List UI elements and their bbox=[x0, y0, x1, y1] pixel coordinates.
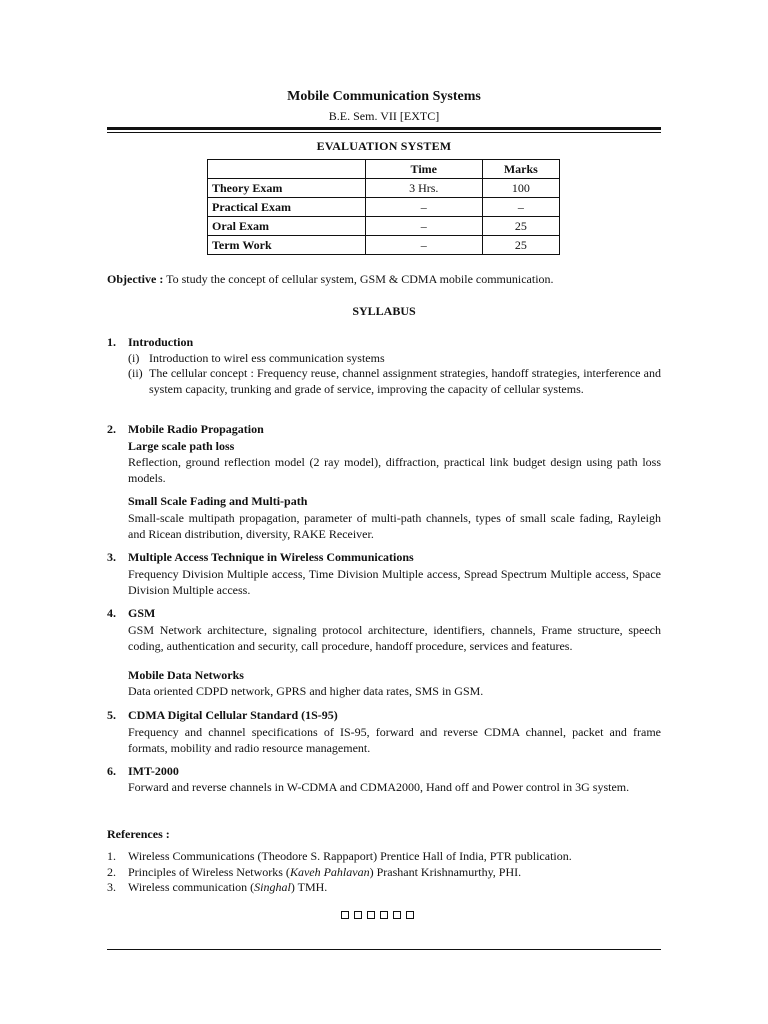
row-time: – bbox=[365, 236, 482, 255]
row-name: Theory Exam bbox=[208, 179, 366, 198]
references-heading: References : bbox=[107, 827, 170, 841]
objective-label: Objective : bbox=[107, 272, 164, 286]
subsection-title: Large scale path loss bbox=[128, 439, 235, 453]
section-paragraph: GSM Network architecture, signaling protocol architecture, identifiers, channels, Frame structure, speech coding, authentication and security, call procedure, handoff procedure, services and features. bbox=[128, 623, 661, 653]
evaluation-heading: EVALUATION SYSTEM bbox=[316, 139, 452, 153]
subsection-title: Small Scale Fading and Multi-path bbox=[128, 494, 308, 508]
table-header-marks: Marks bbox=[482, 160, 559, 179]
subsection-title: Mobile Data Networks bbox=[128, 668, 244, 682]
section-5-heading bbox=[107, 708, 661, 724]
syllabus-heading: SYLLABUS bbox=[352, 304, 416, 318]
reference-number: 2. bbox=[107, 865, 116, 879]
table-row bbox=[208, 179, 560, 198]
row-time: – bbox=[365, 198, 482, 217]
section-paragraph: Forward and reverse channels in W-CDMA and CDMA2000, Hand off and Power control in 3G system. bbox=[128, 780, 630, 794]
item-number: (i) bbox=[128, 351, 140, 365]
reference-author-italic: Singhal bbox=[254, 880, 291, 894]
document-subtitle: B.E. Sem. VII [EXTC] bbox=[328, 109, 440, 123]
reference-item bbox=[107, 849, 667, 865]
table-row bbox=[208, 236, 560, 255]
reference-item bbox=[107, 880, 667, 896]
section-number: 1. bbox=[107, 335, 116, 349]
section-title: CDMA Digital Cellular Standard (1S-95) bbox=[128, 708, 338, 722]
section-1-heading bbox=[107, 335, 661, 351]
reference-number: 1. bbox=[107, 849, 116, 863]
item-text: Introduction to wirel ess communication systems bbox=[149, 351, 385, 365]
section-number: 3. bbox=[107, 550, 116, 564]
square-icon bbox=[367, 911, 375, 919]
list-item bbox=[128, 351, 661, 367]
reference-item bbox=[107, 865, 667, 881]
table-header-cell bbox=[208, 160, 366, 179]
header-rule-thick bbox=[107, 127, 661, 130]
row-time: 3 Hrs. bbox=[365, 179, 482, 198]
table-row bbox=[208, 198, 560, 217]
square-icon bbox=[341, 911, 349, 919]
square-icon bbox=[354, 911, 362, 919]
section-number: 6. bbox=[107, 764, 116, 778]
row-name: Oral Exam bbox=[208, 217, 366, 236]
table-header-time: Time bbox=[365, 160, 482, 179]
footer-rule bbox=[107, 949, 661, 950]
row-marks: – bbox=[482, 198, 559, 217]
section-number: 5. bbox=[107, 708, 116, 722]
square-icon bbox=[393, 911, 401, 919]
section-title: Multiple Access Technique in Wireless Communications bbox=[128, 550, 414, 564]
reference-text-pre: Principles of Wireless Networks ( bbox=[128, 865, 290, 879]
section-title: Mobile Radio Propagation bbox=[128, 422, 264, 436]
square-icon bbox=[380, 911, 388, 919]
row-marks: 25 bbox=[482, 236, 559, 255]
reference-text-pre: Wireless communication ( bbox=[128, 880, 255, 894]
section-3-heading bbox=[107, 550, 661, 566]
row-marks: 100 bbox=[482, 179, 559, 198]
row-name: Term Work bbox=[208, 236, 366, 255]
end-marker bbox=[341, 911, 414, 919]
square-icon bbox=[406, 911, 414, 919]
reference-number: 3. bbox=[107, 880, 116, 894]
evaluation-table bbox=[207, 159, 560, 255]
section-2-heading bbox=[107, 422, 661, 438]
section-title: IMT-2000 bbox=[128, 764, 179, 778]
document-title: Mobile Communication Systems bbox=[287, 89, 481, 104]
section-title: GSM bbox=[128, 606, 156, 620]
section-paragraph: Frequency and channel specifications of IS-95, forward and reverse CDMA channel, packet and frame formats, mobility and radio resource management. bbox=[128, 725, 661, 755]
objective bbox=[107, 272, 667, 287]
section-6-heading bbox=[107, 764, 661, 780]
table-header-row bbox=[208, 160, 560, 179]
row-time: – bbox=[365, 217, 482, 236]
row-marks: 25 bbox=[482, 217, 559, 236]
row-name: Practical Exam bbox=[208, 198, 366, 217]
reference-text bbox=[128, 865, 658, 881]
item-number: (ii) bbox=[128, 366, 143, 380]
section-paragraph: Data oriented CDPD network, GPRS and higher data rates, SMS in GSM. bbox=[128, 684, 484, 698]
section-number: 4. bbox=[107, 606, 116, 620]
reference-text-post: ) TMH. bbox=[290, 880, 328, 894]
reference-text bbox=[128, 880, 658, 896]
header-rule-thin bbox=[107, 132, 661, 133]
section-title: Introduction bbox=[128, 335, 194, 349]
table-row bbox=[208, 217, 560, 236]
section-paragraph: Frequency Division Multiple access, Time Division Multiple access, Spread Spectrum Multiple access, Space Division Multiple access. bbox=[128, 567, 661, 597]
section-paragraph: Small-scale multipath propagation, parameter of multi-path channels, types of small scale fading, Rayleigh and Ricean distribution, diversity, RAKE Receiver. bbox=[128, 511, 661, 541]
section-paragraph: Reflection, ground reflection model (2 ray model), diffraction, practical link budget design using path loss models. bbox=[128, 455, 661, 485]
list-item bbox=[128, 366, 661, 414]
reference-text-post: ) Prashant Krishnamurthy, PHI. bbox=[369, 865, 522, 879]
objective-text: To study the concept of cellular system, GSM & CDMA mobile communication. bbox=[166, 272, 554, 286]
reference-text: Wireless Communications (Theodore S. Rappaport) Prentice Hall of India, PTR publication. bbox=[128, 849, 572, 863]
section-4-heading bbox=[107, 606, 661, 622]
reference-author-italic: Kaveh Pahlavan bbox=[289, 865, 370, 879]
item-text: The cellular concept : Frequency reuse, channel assignment strategies, handoff strategies, interference and system capacity, trunking and grade of service, improving the capacity of cellular systems. bbox=[149, 366, 661, 396]
section-number: 2. bbox=[107, 422, 116, 436]
